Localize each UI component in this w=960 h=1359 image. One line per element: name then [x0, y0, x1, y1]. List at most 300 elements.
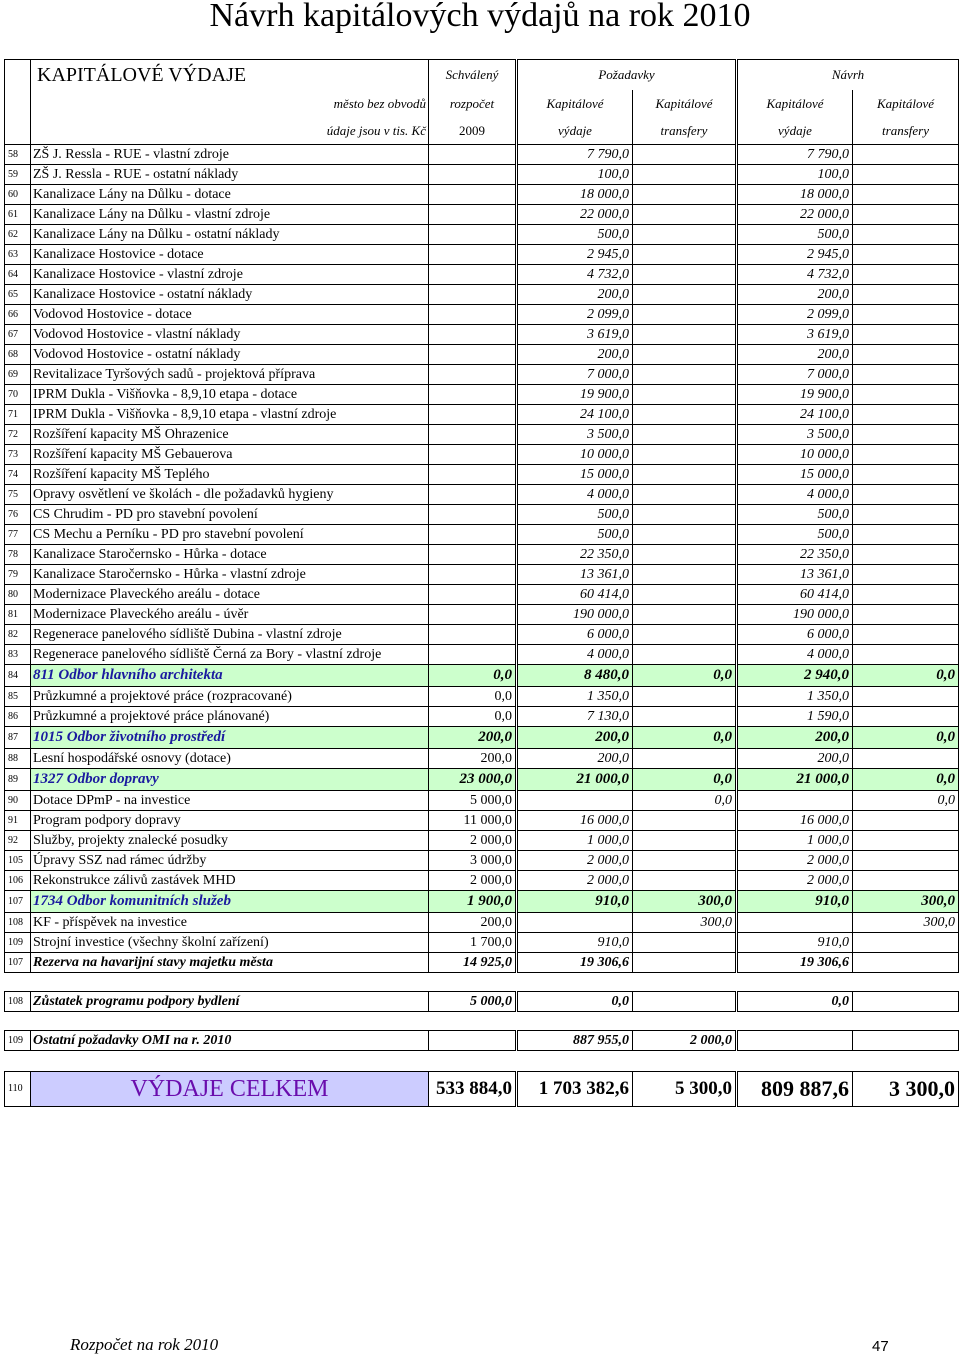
value-schvaleny: 2 000,0 — [429, 831, 517, 851]
row-label: Kanalizace Lány na Důlku - ostatní náklady — [31, 225, 429, 245]
value-navrh-vydaje: 200,0 — [737, 727, 853, 749]
value-pozadavky-vydaje: 13 361,0 — [517, 565, 633, 585]
row-label: Dotace DPmP - na investice — [31, 791, 429, 811]
value-pozadavky-transfery — [633, 165, 737, 185]
value-pozadavky-vydaje: 22 350,0 — [517, 545, 633, 565]
value-navrh-vydaje: 2 099,0 — [737, 305, 853, 325]
row-number: 60 — [5, 185, 31, 205]
value-navrh-transfery — [853, 687, 959, 707]
value-navrh-vydaje: 1 000,0 — [737, 831, 853, 851]
row-number: 64 — [5, 265, 31, 285]
table-row — [5, 245, 959, 265]
value-pozadavky-transfery: 300,0 — [633, 891, 737, 913]
value-navrh-transfery — [853, 505, 959, 525]
value-pozadavky-vydaje: 22 000,0 — [517, 205, 633, 225]
value-navrh-vydaje: 7 000,0 — [737, 365, 853, 385]
value-navrh-transfery — [853, 605, 959, 625]
row-number: 80 — [5, 585, 31, 605]
value-schvaleny — [429, 625, 517, 645]
value-navrh-transfery — [853, 245, 959, 265]
value-pozadavky-transfery — [633, 485, 737, 505]
row-number: 110 — [5, 1072, 31, 1107]
value-navrh-vydaje: 4 000,0 — [737, 485, 853, 505]
row-label: Kanalizace Hostovice - vlastní zdroje — [31, 265, 429, 285]
row-number: 88 — [5, 749, 31, 769]
row-label: Vodovod Hostovice - dotace — [31, 305, 429, 325]
row-label: Kanalizace Staročernsko - Hůrka - dotace — [31, 545, 429, 565]
value-schvaleny: 1 900,0 — [429, 891, 517, 913]
value-navrh-vydaje: 100,0 — [737, 165, 853, 185]
value-navrh-vydaje: 3 619,0 — [737, 325, 853, 345]
value-navrh-transfery — [853, 811, 959, 831]
value-pozadavky-transfery — [633, 225, 737, 245]
value-navrh-transfery — [853, 565, 959, 585]
value-pozadavky-vydaje: 200,0 — [517, 727, 633, 749]
footer-budget-label: Rozpočet na rok 2010 — [70, 1335, 219, 1354]
table-header — [5, 60, 959, 145]
value-navrh-transfery — [853, 525, 959, 545]
value-pozadavky-transfery — [633, 605, 737, 625]
value-schvaleny — [429, 325, 517, 345]
row-number: 108 — [5, 992, 31, 1012]
row-label: Kanalizace Hostovice - dotace — [31, 245, 429, 265]
table-row — [5, 791, 959, 811]
value-schvaleny — [429, 165, 517, 185]
value-navrh-transfery — [853, 145, 959, 165]
row-number: 83 — [5, 645, 31, 665]
value-schvaleny: 200,0 — [429, 727, 517, 749]
value-schvaleny — [429, 505, 517, 525]
value-navrh-transfery: 0,0 — [853, 791, 959, 811]
value-pozadavky-transfery: 0,0 — [633, 727, 737, 749]
table-row — [5, 185, 959, 205]
value-pozadavky-transfery — [633, 305, 737, 325]
row-label: Opravy osvětlení ve školách - dle požadavků hygieny — [31, 485, 429, 505]
row-label: Strojní investice (všechny školní zařízení) — [31, 933, 429, 953]
value-schvaleny — [429, 545, 517, 565]
value-navrh-vydaje: 500,0 — [737, 505, 853, 525]
row-number: 82 — [5, 625, 31, 645]
table-row — [5, 933, 959, 953]
value-pozadavky-vydaje: 100,0 — [517, 165, 633, 185]
header-kapitalove-1: Kapitálové — [517, 90, 633, 117]
city-note: město bez obvodů — [31, 90, 429, 117]
value-pozadavky-vydaje: 200,0 — [517, 749, 633, 769]
value-schvaleny — [429, 345, 517, 365]
value-navrh-transfery — [853, 992, 959, 1012]
row-label: Revitalizace Tyršových sadů - projektová příprava — [31, 365, 429, 385]
row-number: 86 — [5, 707, 31, 727]
value-pozadavky-transfery — [633, 811, 737, 831]
value-schvaleny: 5 000,0 — [429, 791, 517, 811]
row-number: 59 — [5, 165, 31, 185]
row-number: 106 — [5, 871, 31, 891]
value-navrh-vydaje: 60 414,0 — [737, 585, 853, 605]
value-pozadavky-transfery — [633, 185, 737, 205]
row-label: CS Mechu a Perníku - PD pro stavební povolení — [31, 525, 429, 545]
value-schvaleny — [429, 645, 517, 665]
row-number: 65 — [5, 285, 31, 305]
row-label: ZŠ J. Ressla - RUE - ostatní náklady — [31, 165, 429, 185]
value-schvaleny: 533 884,0 — [429, 1072, 517, 1107]
value-navrh-transfery: 0,0 — [853, 665, 959, 687]
value-pozadavky-vydaje: 887 955,0 — [517, 1031, 633, 1051]
value-navrh-transfery: 300,0 — [853, 913, 959, 933]
value-schvaleny — [429, 425, 517, 445]
value-navrh-vydaje: 2 945,0 — [737, 245, 853, 265]
row-number: 87 — [5, 727, 31, 749]
value-navrh-vydaje: 4 732,0 — [737, 265, 853, 285]
value-navrh-vydaje: 21 000,0 — [737, 769, 853, 791]
value-navrh-transfery — [853, 933, 959, 953]
table-row — [5, 1031, 959, 1051]
table-row — [5, 345, 959, 365]
value-navrh-vydaje: 910,0 — [737, 933, 853, 953]
value-navrh-transfery — [853, 707, 959, 727]
value-navrh-transfery — [853, 871, 959, 891]
table-row — [5, 565, 959, 585]
row-label: Ostatní požadavky OMI na r. 2010 — [31, 1031, 429, 1051]
value-pozadavky-vydaje: 200,0 — [517, 345, 633, 365]
value-navrh-transfery — [853, 225, 959, 245]
row-label: CS Chrudim - PD pro stavební povolení — [31, 505, 429, 525]
row-label: KF - příspěvek na investice — [31, 913, 429, 933]
row-number: 62 — [5, 225, 31, 245]
value-navrh-transfery — [853, 205, 959, 225]
row-number: 92 — [5, 831, 31, 851]
value-pozadavky-vydaje: 60 414,0 — [517, 585, 633, 605]
row-label: Kanalizace Staročernsko - Hůrka - vlastní zdroje — [31, 565, 429, 585]
value-schvaleny — [429, 605, 517, 625]
value-navrh-transfery — [853, 625, 959, 645]
capital-expenditure-table — [4, 59, 959, 1107]
row-label: 811 Odbor hlavního architekta — [31, 665, 429, 687]
value-pozadavky-transfery: 300,0 — [633, 913, 737, 933]
row-label: Rozšíření kapacity MŠ Teplého — [31, 465, 429, 485]
page-title: Návrh kapitálových výdajů na rok 2010 — [209, 0, 751, 34]
table-row — [5, 225, 959, 245]
value-schvaleny: 200,0 — [429, 913, 517, 933]
value-pozadavky-vydaje: 6 000,0 — [517, 625, 633, 645]
value-pozadavky-vydaje: 2 000,0 — [517, 851, 633, 871]
row-label: Rozšíření kapacity MŠ Ohrazenice — [31, 425, 429, 445]
row-number: 85 — [5, 687, 31, 707]
row-number: 71 — [5, 405, 31, 425]
value-pozadavky-vydaje: 16 000,0 — [517, 811, 633, 831]
row-label: 1015 Odbor životního prostředí — [31, 727, 429, 749]
table-row — [5, 625, 959, 645]
value-navrh-vydaje: 2 000,0 — [737, 851, 853, 871]
spacer-cell — [5, 1012, 959, 1031]
row-number: 109 — [5, 933, 31, 953]
spacer-row — [5, 1012, 959, 1031]
row-label: Vodovod Hostovice - vlastní náklady — [31, 325, 429, 345]
value-navrh-vydaje — [737, 791, 853, 811]
row-number: 109 — [5, 1031, 31, 1051]
value-schvaleny — [429, 145, 517, 165]
table-row — [5, 707, 959, 727]
value-schvaleny — [429, 285, 517, 305]
table-row — [5, 525, 959, 545]
value-navrh-vydaje: 22 350,0 — [737, 545, 853, 565]
value-navrh-vydaje: 500,0 — [737, 525, 853, 545]
header-vydaje-2: výdaje — [737, 117, 853, 145]
value-navrh-transfery — [853, 305, 959, 325]
table-row — [5, 749, 959, 769]
value-pozadavky-transfery: 0,0 — [633, 665, 737, 687]
header-transfery-1: transfery — [633, 117, 737, 145]
value-schvaleny: 0,0 — [429, 687, 517, 707]
value-navrh-vydaje: 200,0 — [737, 285, 853, 305]
value-pozadavky-vydaje: 500,0 — [517, 505, 633, 525]
value-navrh-vydaje: 18 000,0 — [737, 185, 853, 205]
row-number: 76 — [5, 505, 31, 525]
value-navrh-transfery — [853, 645, 959, 665]
value-schvaleny — [429, 565, 517, 585]
row-number: 107 — [5, 891, 31, 913]
table-row — [5, 325, 959, 345]
row-number: 67 — [5, 325, 31, 345]
row-label: IPRM Dukla - Višňovka - 8,9,10 etapa - dotace — [31, 385, 429, 405]
row-number: 58 — [5, 145, 31, 165]
value-pozadavky-transfery — [633, 465, 737, 485]
row-number: 81 — [5, 605, 31, 625]
value-schvaleny: 0,0 — [429, 665, 517, 687]
value-navrh-transfery — [853, 465, 959, 485]
value-pozadavky-vydaje: 18 000,0 — [517, 185, 633, 205]
value-navrh-transfery — [853, 425, 959, 445]
value-schvaleny: 200,0 — [429, 749, 517, 769]
row-label: Rezerva na havarijní stavy majetku města — [31, 953, 429, 973]
value-pozadavky-transfery — [633, 385, 737, 405]
value-navrh-transfery — [853, 545, 959, 565]
table-row — [5, 545, 959, 565]
row-label: Kanalizace Lány na Důlku - vlastní zdroje — [31, 205, 429, 225]
value-pozadavky-vydaje: 15 000,0 — [517, 465, 633, 485]
row-label: Regenerace panelového sídliště Černá za Bory - vlastní zdroje — [31, 645, 429, 665]
value-pozadavky-transfery — [633, 933, 737, 953]
department-row — [5, 769, 959, 791]
value-pozadavky-transfery — [633, 245, 737, 265]
header-kapitalove-4: Kapitálové — [853, 90, 959, 117]
value-navrh-vydaje: 3 500,0 — [737, 425, 853, 445]
value-schvaleny — [429, 185, 517, 205]
value-pozadavky-vydaje — [517, 913, 633, 933]
table-row — [5, 992, 959, 1012]
value-navrh-transfery — [853, 851, 959, 871]
value-navrh-vydaje: 13 361,0 — [737, 565, 853, 585]
value-pozadavky-vydaje: 7 790,0 — [517, 145, 633, 165]
value-pozadavky-vydaje: 500,0 — [517, 525, 633, 545]
value-pozadavky-transfery — [633, 205, 737, 225]
value-pozadavky-vydaje: 190 000,0 — [517, 605, 633, 625]
row-number: 105 — [5, 851, 31, 871]
value-pozadavky-transfery — [633, 565, 737, 585]
value-navrh-transfery: 0,0 — [853, 727, 959, 749]
value-pozadavky-transfery — [633, 851, 737, 871]
value-navrh-vydaje: 10 000,0 — [737, 445, 853, 465]
row-label: Regenerace panelového sídliště Dubina - vlastní zdroje — [31, 625, 429, 645]
spacer-row — [5, 973, 959, 992]
row-label: 1734 Odbor komunitních služeb — [31, 891, 429, 913]
value-pozadavky-vydaje: 8 480,0 — [517, 665, 633, 687]
value-schvaleny — [429, 585, 517, 605]
row-label: Rekonstrukce zálivů zastávek MHD — [31, 871, 429, 891]
value-pozadavky-vydaje: 910,0 — [517, 933, 633, 953]
value-navrh-vydaje: 0,0 — [737, 992, 853, 1012]
value-schvaleny — [429, 305, 517, 325]
value-pozadavky-transfery — [633, 145, 737, 165]
value-pozadavky-transfery — [633, 953, 737, 973]
value-schvaleny — [429, 365, 517, 385]
row-label: Služby, projekty znalecké posudky — [31, 831, 429, 851]
value-schvaleny — [429, 265, 517, 285]
value-pozadavky-vydaje: 4 000,0 — [517, 485, 633, 505]
department-row — [5, 891, 959, 913]
value-navrh-transfery — [853, 385, 959, 405]
value-navrh-vydaje: 200,0 — [737, 345, 853, 365]
value-schvaleny — [429, 1031, 517, 1051]
value-pozadavky-vydaje: 910,0 — [517, 891, 633, 913]
row-number: 66 — [5, 305, 31, 325]
value-schvaleny — [429, 525, 517, 545]
row-number: 79 — [5, 565, 31, 585]
value-navrh-transfery: 300,0 — [853, 891, 959, 913]
value-schvaleny — [429, 485, 517, 505]
value-pozadavky-transfery — [633, 285, 737, 305]
value-pozadavky-transfery — [633, 871, 737, 891]
value-navrh-vydaje: 16 000,0 — [737, 811, 853, 831]
value-navrh-vydaje: 809 887,6 — [737, 1072, 853, 1107]
value-navrh-transfery — [853, 365, 959, 385]
row-label: Lesní hospodářské osnovy (dotace) — [31, 749, 429, 769]
row-label: Kanalizace Lány na Důlku - dotace — [31, 185, 429, 205]
value-pozadavky-transfery — [633, 749, 737, 769]
row-label: ZŠ J. Ressla - RUE - vlastní zdroje — [31, 145, 429, 165]
row-number: 69 — [5, 365, 31, 385]
value-schvaleny — [429, 405, 517, 425]
value-navrh-vydaje — [737, 1031, 853, 1051]
value-pozadavky-transfery — [633, 992, 737, 1012]
row-label: Zůstatek programu podpory bydlení — [31, 992, 429, 1012]
value-pozadavky-vydaje: 2 000,0 — [517, 871, 633, 891]
value-pozadavky-vydaje: 200,0 — [517, 285, 633, 305]
value-navrh-transfery — [853, 1031, 959, 1051]
value-navrh-transfery — [853, 485, 959, 505]
row-label: Modernizace Plaveckého areálu - dotace — [31, 585, 429, 605]
page-number: 47 — [872, 1338, 889, 1355]
value-schvaleny: 3 000,0 — [429, 851, 517, 871]
value-navrh-vydaje: 500,0 — [737, 225, 853, 245]
value-pozadavky-vydaje: 19 306,6 — [517, 953, 633, 973]
value-pozadavky-transfery — [633, 505, 737, 525]
row-label: 1327 Odbor dopravy — [31, 769, 429, 791]
table-row — [5, 425, 959, 445]
value-schvaleny — [429, 245, 517, 265]
value-navrh-transfery — [853, 749, 959, 769]
value-navrh-vydaje: 190 000,0 — [737, 605, 853, 625]
row-label: Modernizace Plaveckého areálu - úvěr — [31, 605, 429, 625]
value-navrh-transfery: 3 300,0 — [853, 1072, 959, 1107]
value-pozadavky-vydaje: 2 099,0 — [517, 305, 633, 325]
value-pozadavky-vydaje: 7 000,0 — [517, 365, 633, 385]
value-pozadavky-vydaje: 1 703 382,6 — [517, 1072, 633, 1107]
row-number: 63 — [5, 245, 31, 265]
row-label: Úpravy SSZ nad rámec údržby — [31, 851, 429, 871]
row-number: 84 — [5, 665, 31, 687]
value-pozadavky-vydaje: 1 350,0 — [517, 687, 633, 707]
value-navrh-transfery — [853, 165, 959, 185]
header-year: 2009 — [429, 117, 517, 145]
value-schvaleny: 0,0 — [429, 707, 517, 727]
spacer-cell — [5, 1051, 959, 1072]
row-number: 108 — [5, 913, 31, 933]
row-label: Vodovod Hostovice - ostatní náklady — [31, 345, 429, 365]
table-row — [5, 851, 959, 871]
table-row — [5, 871, 959, 891]
value-navrh-vydaje: 7 790,0 — [737, 145, 853, 165]
value-pozadavky-transfery: 2 000,0 — [633, 1031, 737, 1051]
row-number: 74 — [5, 465, 31, 485]
value-pozadavky-transfery — [633, 405, 737, 425]
value-navrh-vydaje: 24 100,0 — [737, 405, 853, 425]
table-body — [5, 145, 959, 1107]
row-label: Program podpory dopravy — [31, 811, 429, 831]
value-navrh-transfery — [853, 445, 959, 465]
row-number: 61 — [5, 205, 31, 225]
total-row — [5, 1072, 959, 1107]
value-pozadavky-transfery — [633, 265, 737, 285]
value-navrh-vydaje: 2 000,0 — [737, 871, 853, 891]
value-pozadavky-transfery — [633, 585, 737, 605]
row-number: 68 — [5, 345, 31, 365]
table-row — [5, 405, 959, 425]
value-navrh-transfery — [853, 265, 959, 285]
header-kapitalove-3: Kapitálové — [737, 90, 853, 117]
department-row — [5, 665, 959, 687]
table-row — [5, 913, 959, 933]
value-pozadavky-transfery — [633, 707, 737, 727]
row-number: 89 — [5, 769, 31, 791]
section-title: KAPITÁLOVÉ VÝDAJE — [31, 60, 429, 91]
value-pozadavky-vydaje: 4 732,0 — [517, 265, 633, 285]
row-number: 90 — [5, 791, 31, 811]
value-pozadavky-transfery — [633, 425, 737, 445]
row-number: 78 — [5, 545, 31, 565]
value-pozadavky-vydaje — [517, 791, 633, 811]
value-navrh-vydaje: 2 940,0 — [737, 665, 853, 687]
table-row — [5, 205, 959, 225]
value-schvaleny: 23 000,0 — [429, 769, 517, 791]
table-row — [5, 265, 959, 285]
spacer-row — [5, 1051, 959, 1072]
value-pozadavky-vydaje: 3 619,0 — [517, 325, 633, 345]
row-number: 107 — [5, 953, 31, 973]
table-row — [5, 145, 959, 165]
value-navrh-transfery — [853, 185, 959, 205]
value-navrh-transfery — [853, 325, 959, 345]
row-label: Rozšíření kapacity MŠ Gebauerova — [31, 445, 429, 465]
value-navrh-vydaje: 19 900,0 — [737, 385, 853, 405]
table-row — [5, 465, 959, 485]
value-pozadavky-transfery — [633, 445, 737, 465]
row-label: Průzkumné a projektové práce (rozpracované) — [31, 687, 429, 707]
value-pozadavky-transfery — [633, 645, 737, 665]
spacer-cell — [5, 973, 959, 992]
row-label: IPRM Dukla - Višňovka - 8,9,10 etapa - vlastní zdroje — [31, 405, 429, 425]
value-pozadavky-transfery — [633, 345, 737, 365]
value-navrh-transfery — [853, 345, 959, 365]
